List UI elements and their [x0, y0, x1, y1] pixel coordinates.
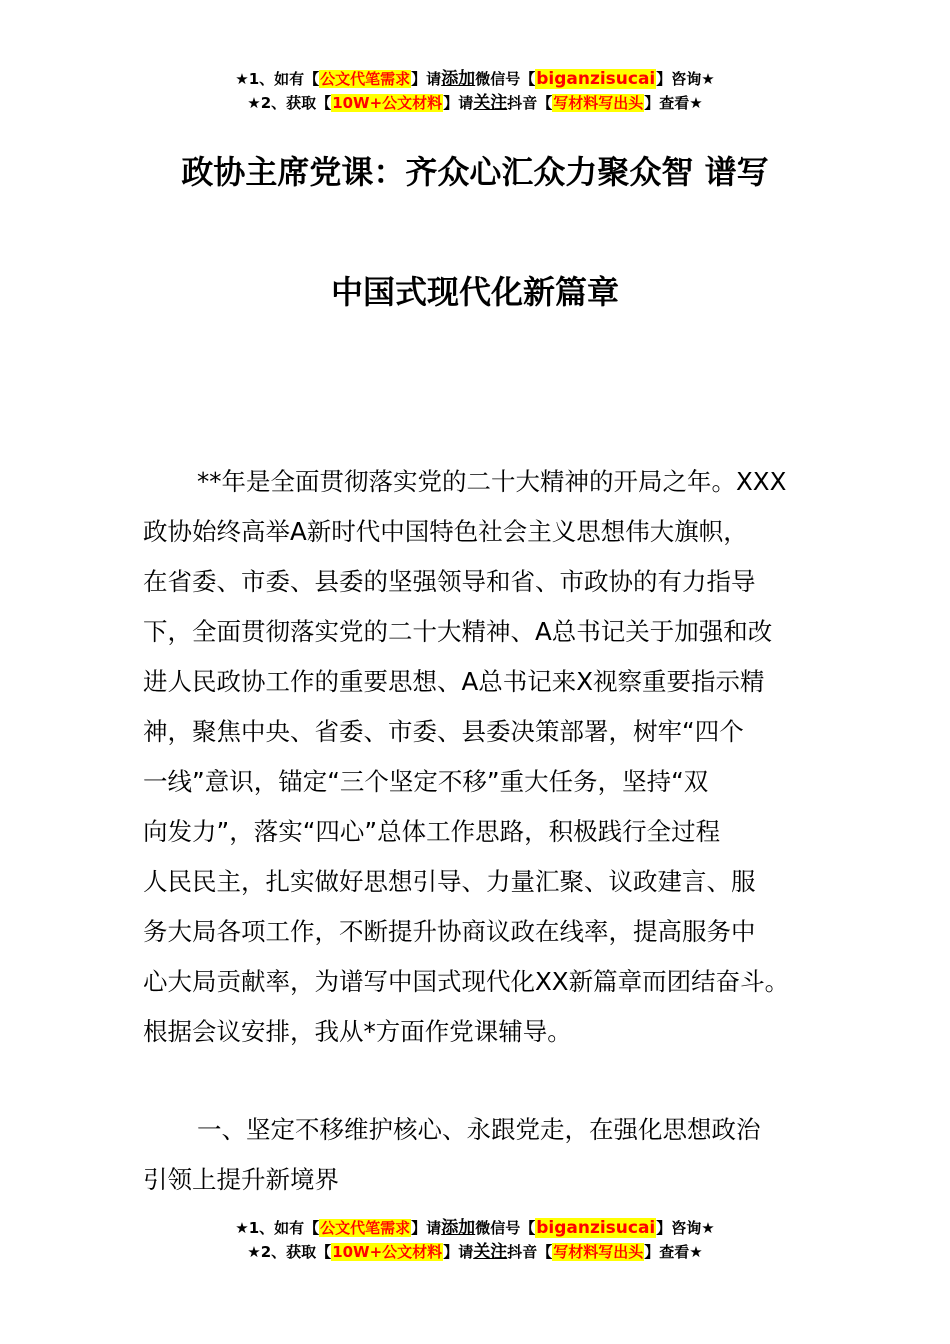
- paragraph-line: 政协始终高举A新时代中国特色社会主义思想伟大旗帜，: [143, 517, 748, 546]
- banner-text: 抖音【: [507, 1243, 553, 1261]
- paragraph-line: 下，全面贯彻落实党的二十大精神、A总书记关于加强和改: [143, 617, 773, 646]
- banner-highlight: 公文代笔需求: [320, 70, 411, 88]
- paragraph-line: 进人民政协工作的重要思想、A总书记来X视察重要指示精: [143, 667, 765, 696]
- section-heading-1: [143, 1105, 823, 1205]
- banner-underlined: 关注: [473, 93, 508, 113]
- banner-line-2: [0, 1240, 950, 1264]
- banner-text: 抖音【: [507, 94, 553, 112]
- banner-douyin-id: 写材料写出头: [553, 94, 644, 112]
- paragraph-line: 向发力”，落实“四心”总体工作思路，积极践行全过程: [143, 817, 721, 846]
- banner-underlined: 添加: [441, 1218, 476, 1238]
- paragraph-line: 神，聚焦中央、省委、市委、县委决策部署，树牢“四个: [143, 717, 744, 746]
- paragraph-line: 一线”意识，锚定“三个坚定不移”重大任务，坚持“双: [143, 767, 709, 796]
- document-title-line-1: 政协主席党课：齐众心汇众力聚众智 谱写: [181, 153, 769, 191]
- banner-wechat-id: biganzisucai: [536, 1218, 656, 1238]
- footer-banner: [0, 1216, 950, 1264]
- document-title-line-2: 中国式现代化新篇章: [330, 273, 619, 311]
- paragraph-line: 在省委、市委、县委的坚强领导和省、市政协的有力指导: [143, 567, 756, 596]
- banner-highlight: 10W+公文材料: [332, 1243, 443, 1261]
- paragraph-line: 务大局各项工作，不断提升协商议政在线率，提高服务中: [143, 917, 756, 946]
- banner-wechat-id: biganzisucai: [536, 69, 656, 89]
- banner-text: 】请: [411, 70, 442, 88]
- banner-line-1: [0, 1216, 950, 1240]
- banner-text: 】查看★: [644, 94, 703, 112]
- banner-highlight: 公文代笔需求: [320, 1219, 411, 1237]
- banner-line-1: [0, 67, 950, 91]
- banner-highlight: 10W+公文材料: [332, 94, 443, 112]
- paragraph-line: **年是全面贯彻落实党的二十大精神的开局之年。XXX: [197, 467, 787, 496]
- banner-text: 微信号【: [475, 70, 536, 88]
- paragraph-line: 根据会议安排，我从*方面作党课辅导。: [143, 1017, 572, 1046]
- banner-line-2: [0, 91, 950, 115]
- banner-text: 】查看★: [644, 1243, 703, 1261]
- banner-text: 】咨询★: [656, 70, 715, 88]
- paragraph-line: 心大局贡献率，为谱写中国式现代化XX新篇章而团结奋斗。: [143, 967, 790, 996]
- banner-text: ★2、获取【: [247, 1243, 332, 1261]
- banner-underlined: 添加: [441, 69, 476, 89]
- banner-text: 】请: [443, 94, 474, 112]
- paragraph-line: 一、坚定不移维护核心、永跟党走，在强化思想政治: [197, 1115, 761, 1144]
- banner-underlined: 关注: [473, 1242, 508, 1262]
- banner-douyin-id: 写材料写出头: [553, 1243, 644, 1261]
- banner-text: ★1、如有【: [235, 1219, 320, 1237]
- banner-text: ★2、获取【: [247, 94, 332, 112]
- header-banner: [0, 67, 950, 115]
- banner-text: 】请: [443, 1243, 474, 1261]
- paragraph-line: 人民民主，扎实做好思想引导、力量汇聚、议政建言、服: [143, 867, 756, 896]
- banner-text: 】咨询★: [656, 1219, 715, 1237]
- intro-paragraph: [143, 457, 823, 1057]
- paragraph-line: 引领上提升新境界: [143, 1165, 339, 1194]
- banner-text: ★1、如有【: [235, 70, 320, 88]
- banner-text: 】请: [411, 1219, 442, 1237]
- banner-text: 微信号【: [475, 1219, 536, 1237]
